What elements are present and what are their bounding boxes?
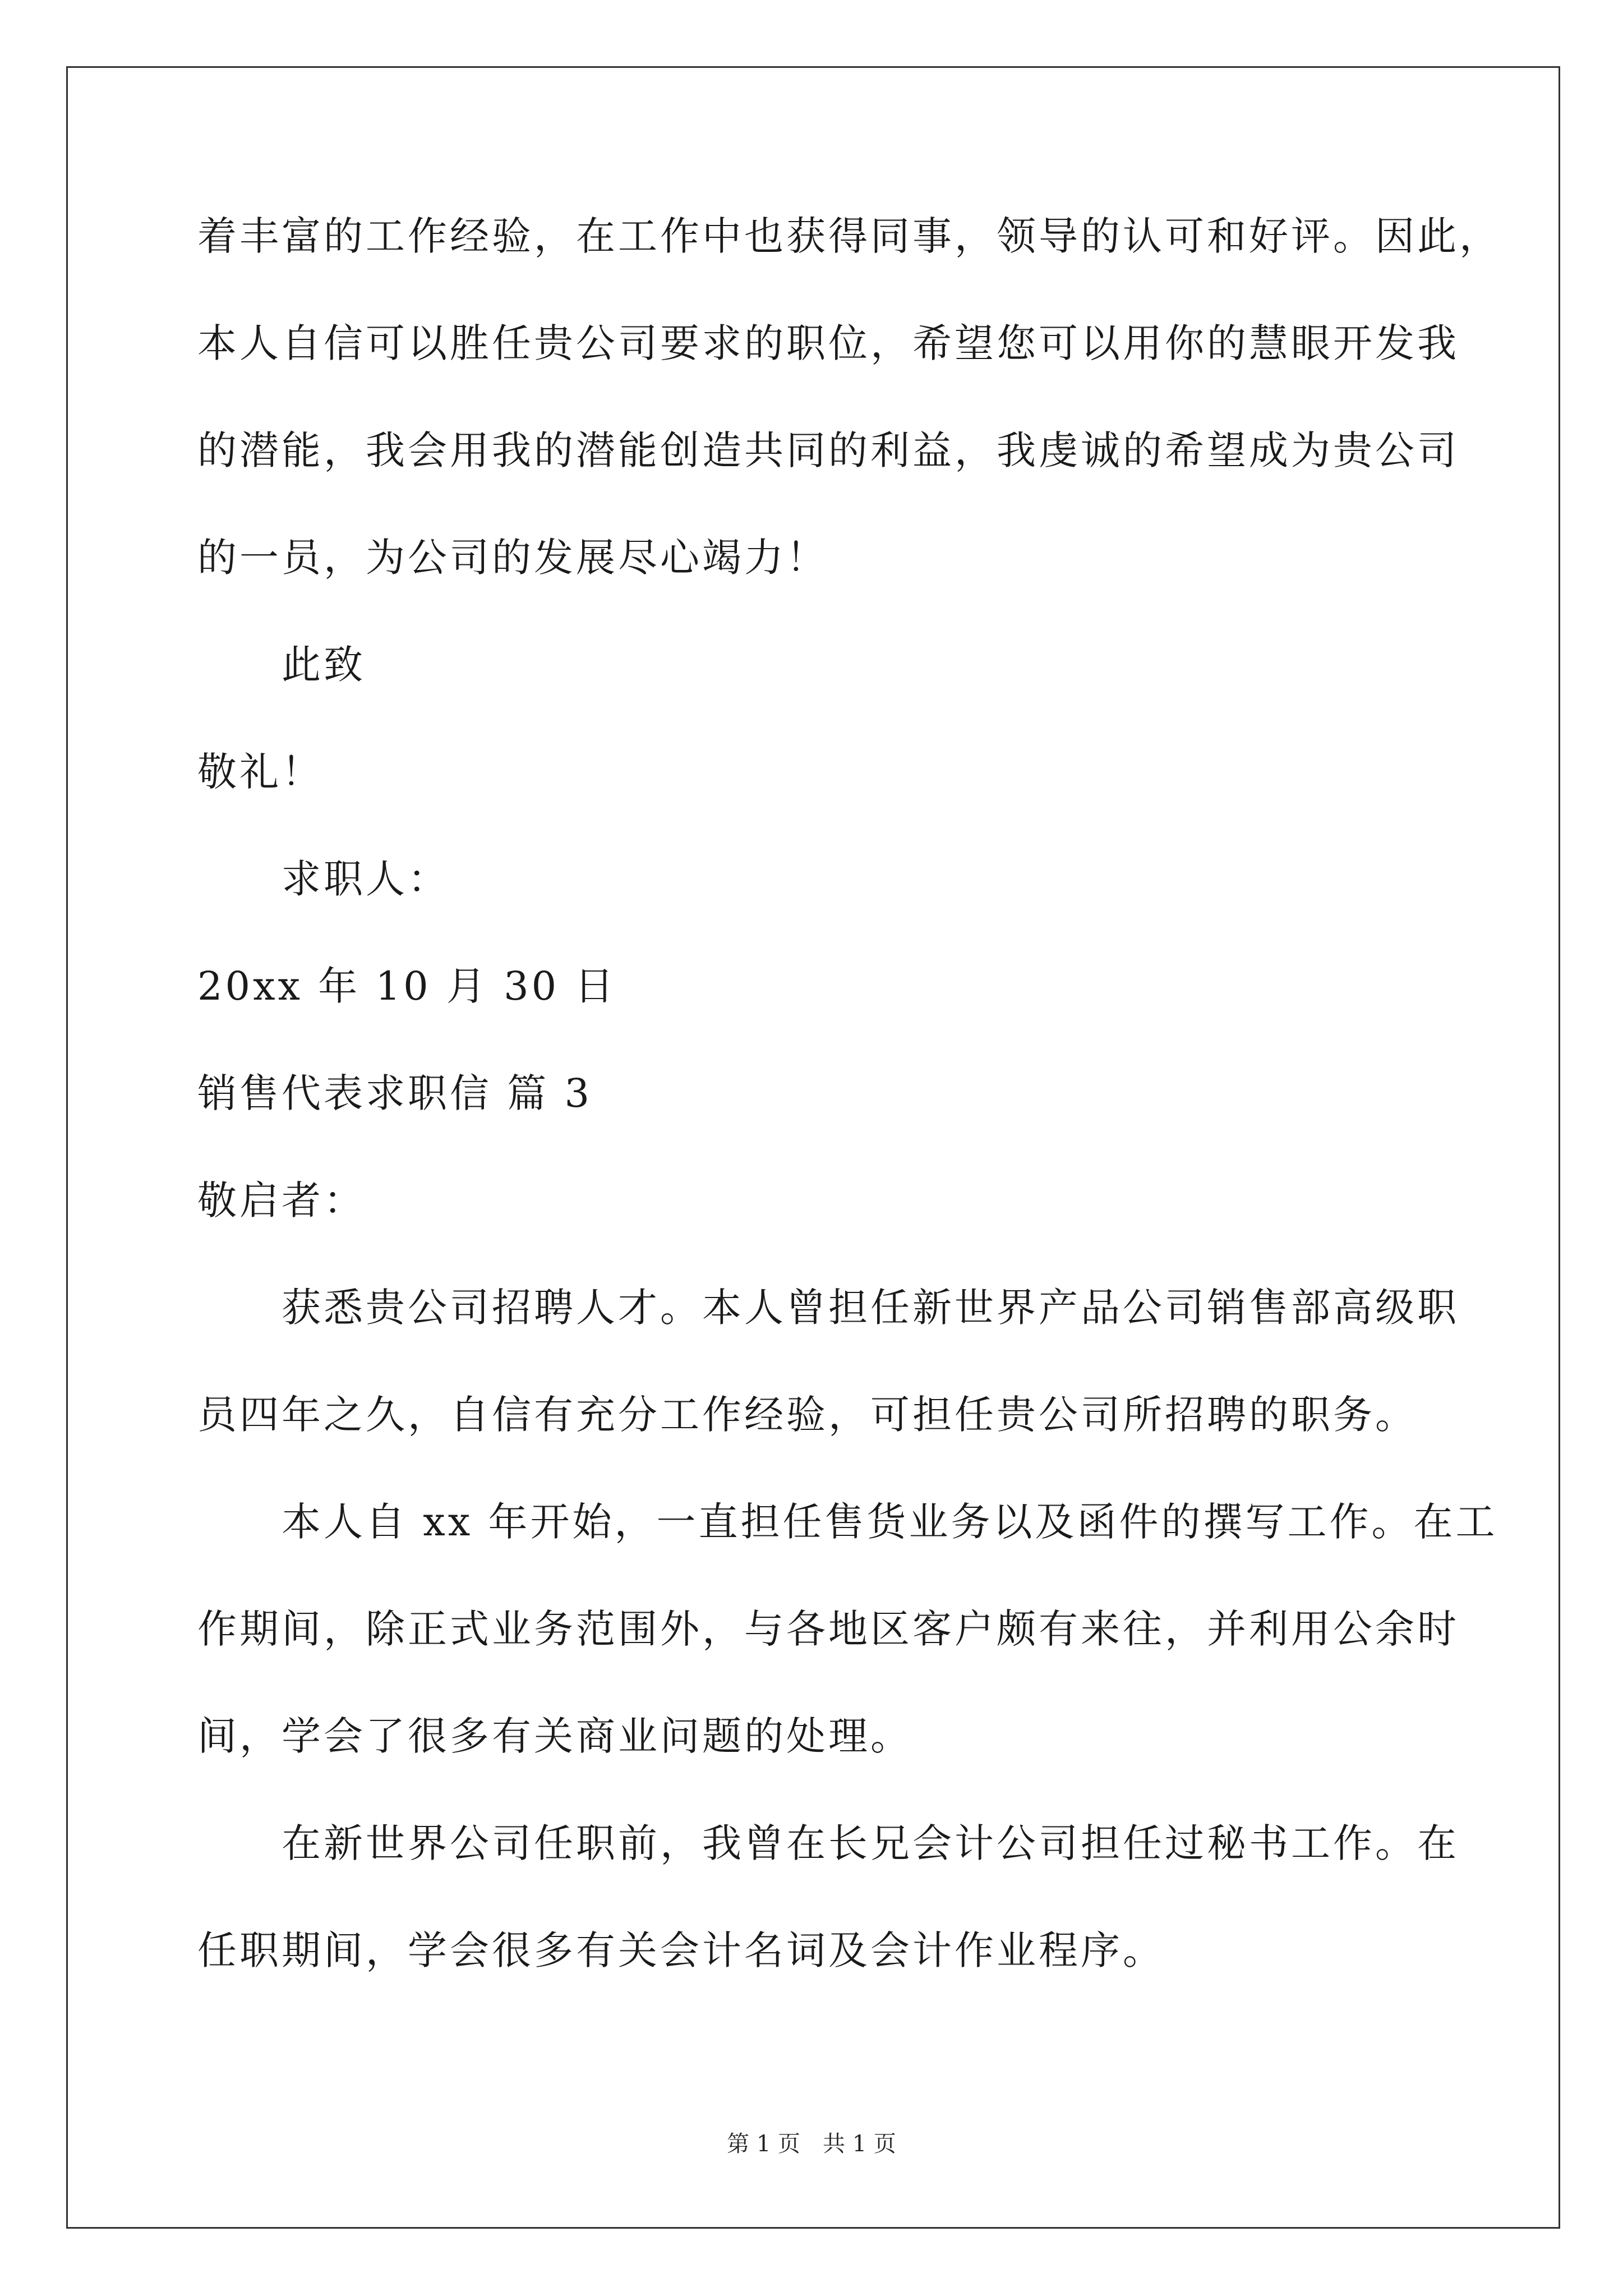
letter-salutation: 敬启者： <box>197 1177 366 1223</box>
paragraph-line: 获悉贵公司招聘人才。本人曾担任新世界产品公司销售部高级职 <box>282 1285 1459 1331</box>
applicant-signature: 求职人： <box>282 856 450 902</box>
paragraph-line: 间，学会了很多有关商业问题的处理。 <box>197 1713 912 1759</box>
page-total: 共 1 页 <box>823 2131 896 2157</box>
page-footer <box>0 2130 1623 2158</box>
paragraph-line: 着丰富的工作经验，在工作中也获得同事，领导的认可和好评。因此， <box>197 213 1501 259</box>
paragraph-line: 员四年之久，自信有充分工作经验，可担任贵公司所招聘的职务。 <box>197 1392 1417 1438</box>
section-heading: 销售代表求职信 篇 3 <box>197 1070 593 1116</box>
paragraph-line: 的潜能，我会用我的潜能创造共同的利益，我虔诚的希望成为贵公司 <box>197 427 1459 473</box>
paragraph-line: 作期间，除正式业务范围外，与各地区客户颇有来往，并利用公余时 <box>197 1606 1459 1652</box>
salutation-closing: 敬礼！ <box>197 749 324 795</box>
letter-body <box>197 213 1501 2037</box>
letter-date: 20xx 年 10 月 30 日 <box>197 963 617 1009</box>
paragraph-line: 在新世界公司任职前，我曾在长兄会计公司担任过秘书工作。在 <box>282 1820 1459 1866</box>
paragraph-line: 的一员，为公司的发展尽心竭力！ <box>197 535 828 581</box>
paragraph-line: 本人自 xx 年开始，一直担任售货业务以及函件的撰写工作。在工 <box>282 1499 1498 1545</box>
paragraph-line: 本人自信可以胜任贵公司要求的职位，希望您可以用你的慧眼开发我 <box>197 320 1459 366</box>
paragraph-line: 任职期间，学会很多有关会计名词及会计作业程序。 <box>197 1927 1165 1973</box>
closing-phrase: 此致 <box>282 642 366 688</box>
page-number: 第 1 页 <box>727 2131 800 2157</box>
